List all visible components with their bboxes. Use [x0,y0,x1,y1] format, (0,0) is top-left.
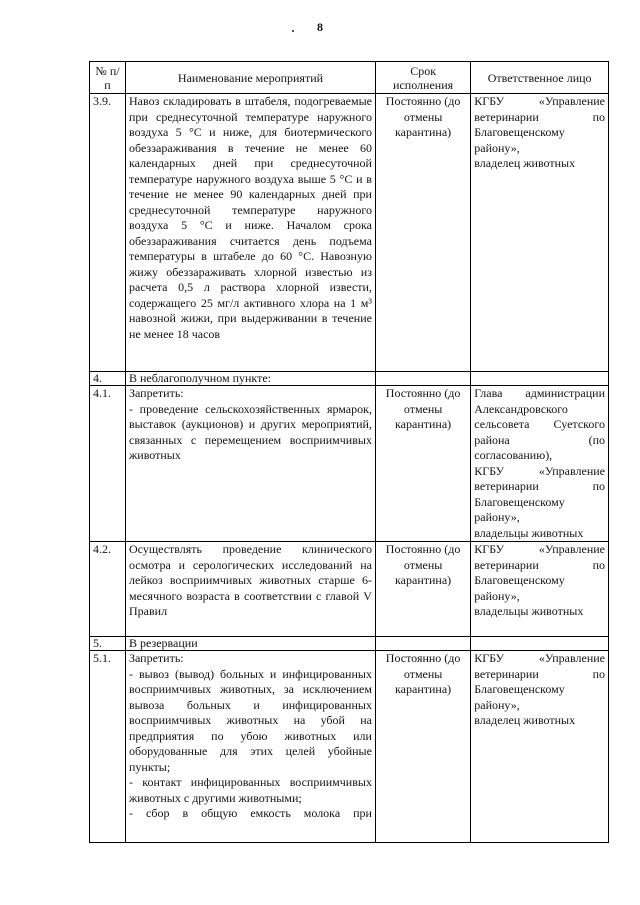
row-number: 5. [90,637,126,651]
empty-cell [375,372,470,386]
responsible-cell [471,386,609,542]
responsible-cell [471,94,609,372]
table-row-5-1 [90,651,609,843]
row-number: 4.1. [90,386,126,542]
table-header-row [90,62,609,94]
measure-item: - вывоз (вывод) больных и инфицированных восприимчивых животных, за исключением вывоза больных и инфицированных восприимчивых животных на убой на предприятия по убою животных или оборудованные для этих целей убойные пункты; [129,666,372,774]
responsible-org: КГБУ «Управление ветеринарии по Благовещенскому району», [474,651,605,712]
measure-text: Осуществлять проведение клинического осмотра и серологических исследований на лейкоз восприимчивых животных старше 6-месячного возраста в соответствии с главой V Правил [126,542,376,637]
measure-item: - контакт инфицированных восприимчивых животных с другими животными; [129,775,372,805]
table-row-4-1 [90,386,609,542]
row-number: 4.2. [90,542,126,637]
measures-table [89,61,609,843]
header-term: Срок исполнения [375,62,470,94]
page-number: 8 [317,20,323,34]
section-title: В резервации [126,637,376,651]
empty-cell [471,372,609,386]
measure-heading: Запретить: [129,651,184,665]
measure-text: Навоз складировать в штабеля, подогреваемые при среднесуточной температуре наружного воздуха 5 °С и ниже, для биотермического обеззараживания в течение не менее 60 календарных дней при среднесуточной температуре наружного воздуха выше 5 °С и в течение не менее 90 календарных дней при среднесуточной температуре наружного воздуха 5 °С и ниже. Началом срока обеззараживания считается день подъема температуры в штабеле до 60 °С. Навозную жижу обеззараживать хлорной известью из расчета 0,5 л раствора хлорной извести, содержащего 25 мг/л активного хлора на 1 м³ навозной жижи, при выдерживании в течение не менее 18 часов [126,94,376,372]
scan-speck [292,30,294,32]
measure-item: - сбор в общую емкость молока при [129,806,372,820]
responsible-org: КГБУ «Управление ветеринарии по Благовещенскому району», [474,463,605,524]
responsible-cell [471,651,609,843]
responsible-cell [471,542,609,637]
term-text: Постоянно (до отмены карантина) [375,651,470,843]
measure-item: - проведение сельскохозяйственных ярмарок, выставок (аукционов) и других мероприятий, связанных с перемещением восприимчивых животных [129,401,372,462]
empty-cell [375,637,470,651]
measure-heading: Запретить: [129,386,184,400]
responsible-admin: Глава администрации Александровского сельсовета Суетского района (по согласованию), [474,386,605,462]
term-text: Постоянно (до отмены карантина) [375,386,470,542]
section-title: В неблагополучном пункте: [126,372,376,386]
row-number: 4. [90,372,126,386]
header-responsible: Ответственное лицо [471,62,609,94]
responsible-org: КГБУ «Управление ветеринарии по Благовещенскому району», [474,542,605,603]
header-name: Наименование мероприятий [126,62,376,94]
term-text: Постоянно (до отмены карантина) [375,542,470,637]
table-row-4-2 [90,542,609,637]
term-text: Постоянно (до отмены карантина) [375,94,470,372]
responsible-owner: владелец животных [474,713,576,727]
empty-cell [471,637,609,651]
table-row-5 [90,637,609,651]
table-row-4 [90,372,609,386]
measure-cell [126,386,376,542]
responsible-owner: владельцы животных [474,604,584,618]
measure-cell [126,651,376,843]
row-number: 5.1. [90,651,126,843]
header-num: № п/п [90,62,126,94]
row-number: 3.9. [90,94,126,372]
responsible-owner: владельцы животных [474,525,584,540]
table-row-3-9 [90,94,609,372]
responsible-owner: владелец животных [474,156,576,170]
responsible-org: КГБУ «Управление ветеринарии по Благовещенскому району», [474,94,605,155]
